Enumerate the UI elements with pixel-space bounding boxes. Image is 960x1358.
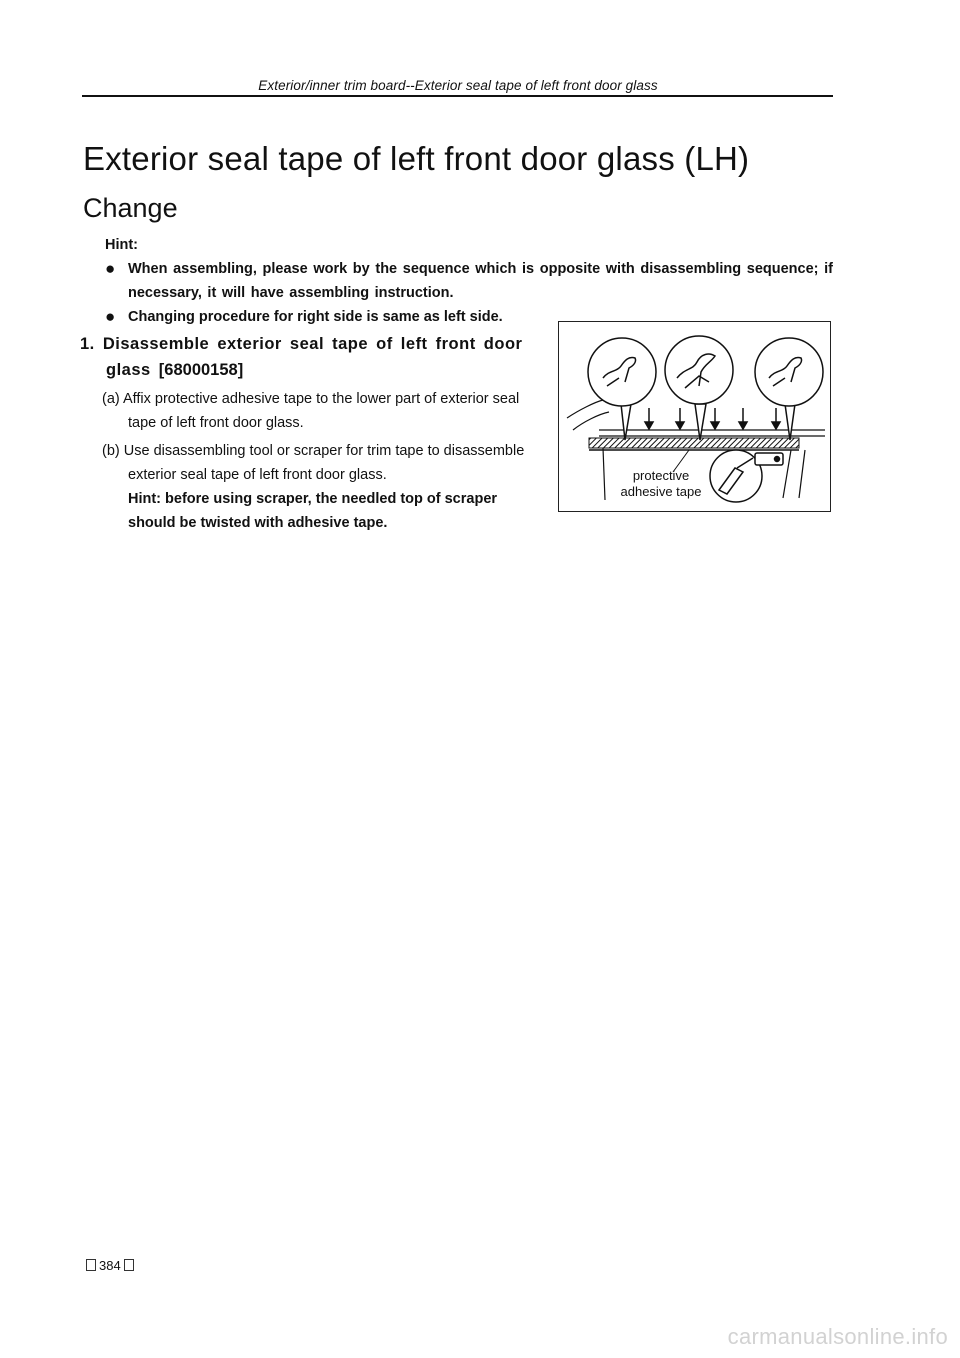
detail-callout-right (755, 338, 823, 440)
figure-label-line: adhesive tape (620, 484, 702, 499)
page-number (83, 1258, 137, 1273)
detail-callout-middle (665, 336, 733, 440)
hint-label: Hint: (105, 237, 139, 253)
step-hint: Hint: before using scraper, the needled top of scraper should be twisted with adhesive tape. (128, 491, 498, 531)
watermark: carmanualsonline.info (727, 1324, 948, 1349)
down-arrow-icons (645, 408, 780, 429)
hint-list (105, 257, 833, 329)
step-block (80, 331, 536, 535)
page-title: Exterior seal tape of left front door glass (LH) (83, 140, 750, 177)
section-heading: Change (83, 193, 178, 223)
hint-item-text: Changing procedure for right side is same as left side. (128, 309, 503, 325)
hint-item (105, 257, 833, 305)
bullet-icon: ● (105, 307, 116, 326)
bracket-icon (124, 1259, 134, 1271)
substep: (b) Use disassembling tool or scraper for trim tape to disassemble exterior seal tape of left front door glass. (102, 443, 525, 483)
header-rule (82, 95, 833, 97)
step-heading (80, 331, 536, 383)
protective-tape (589, 438, 799, 448)
running-header: Exterior/inner trim board--Exterior seal tape of left front door glass (258, 78, 658, 93)
bullet-icon: ● (105, 259, 116, 278)
figure-label (601, 468, 721, 500)
figure-label-line: protective (632, 468, 690, 483)
step-heading-text: 1. Disassemble exterior seal tape of left front door glass (80, 335, 523, 379)
step-code: [68000158] (158, 361, 244, 379)
figure-frame (558, 321, 831, 512)
hint-item-text: When assembling, please work by the sequence which is opposite with disassembling sequence; if necessary, it will have assembling instruction. (128, 261, 833, 301)
hint-block (105, 233, 833, 329)
bracket-icon (86, 1259, 96, 1271)
substep: (a) Affix protective adhesive tape to the lower part of exterior seal tape of left front door glass. (102, 391, 520, 431)
page-number-text: 384 (99, 1258, 121, 1273)
